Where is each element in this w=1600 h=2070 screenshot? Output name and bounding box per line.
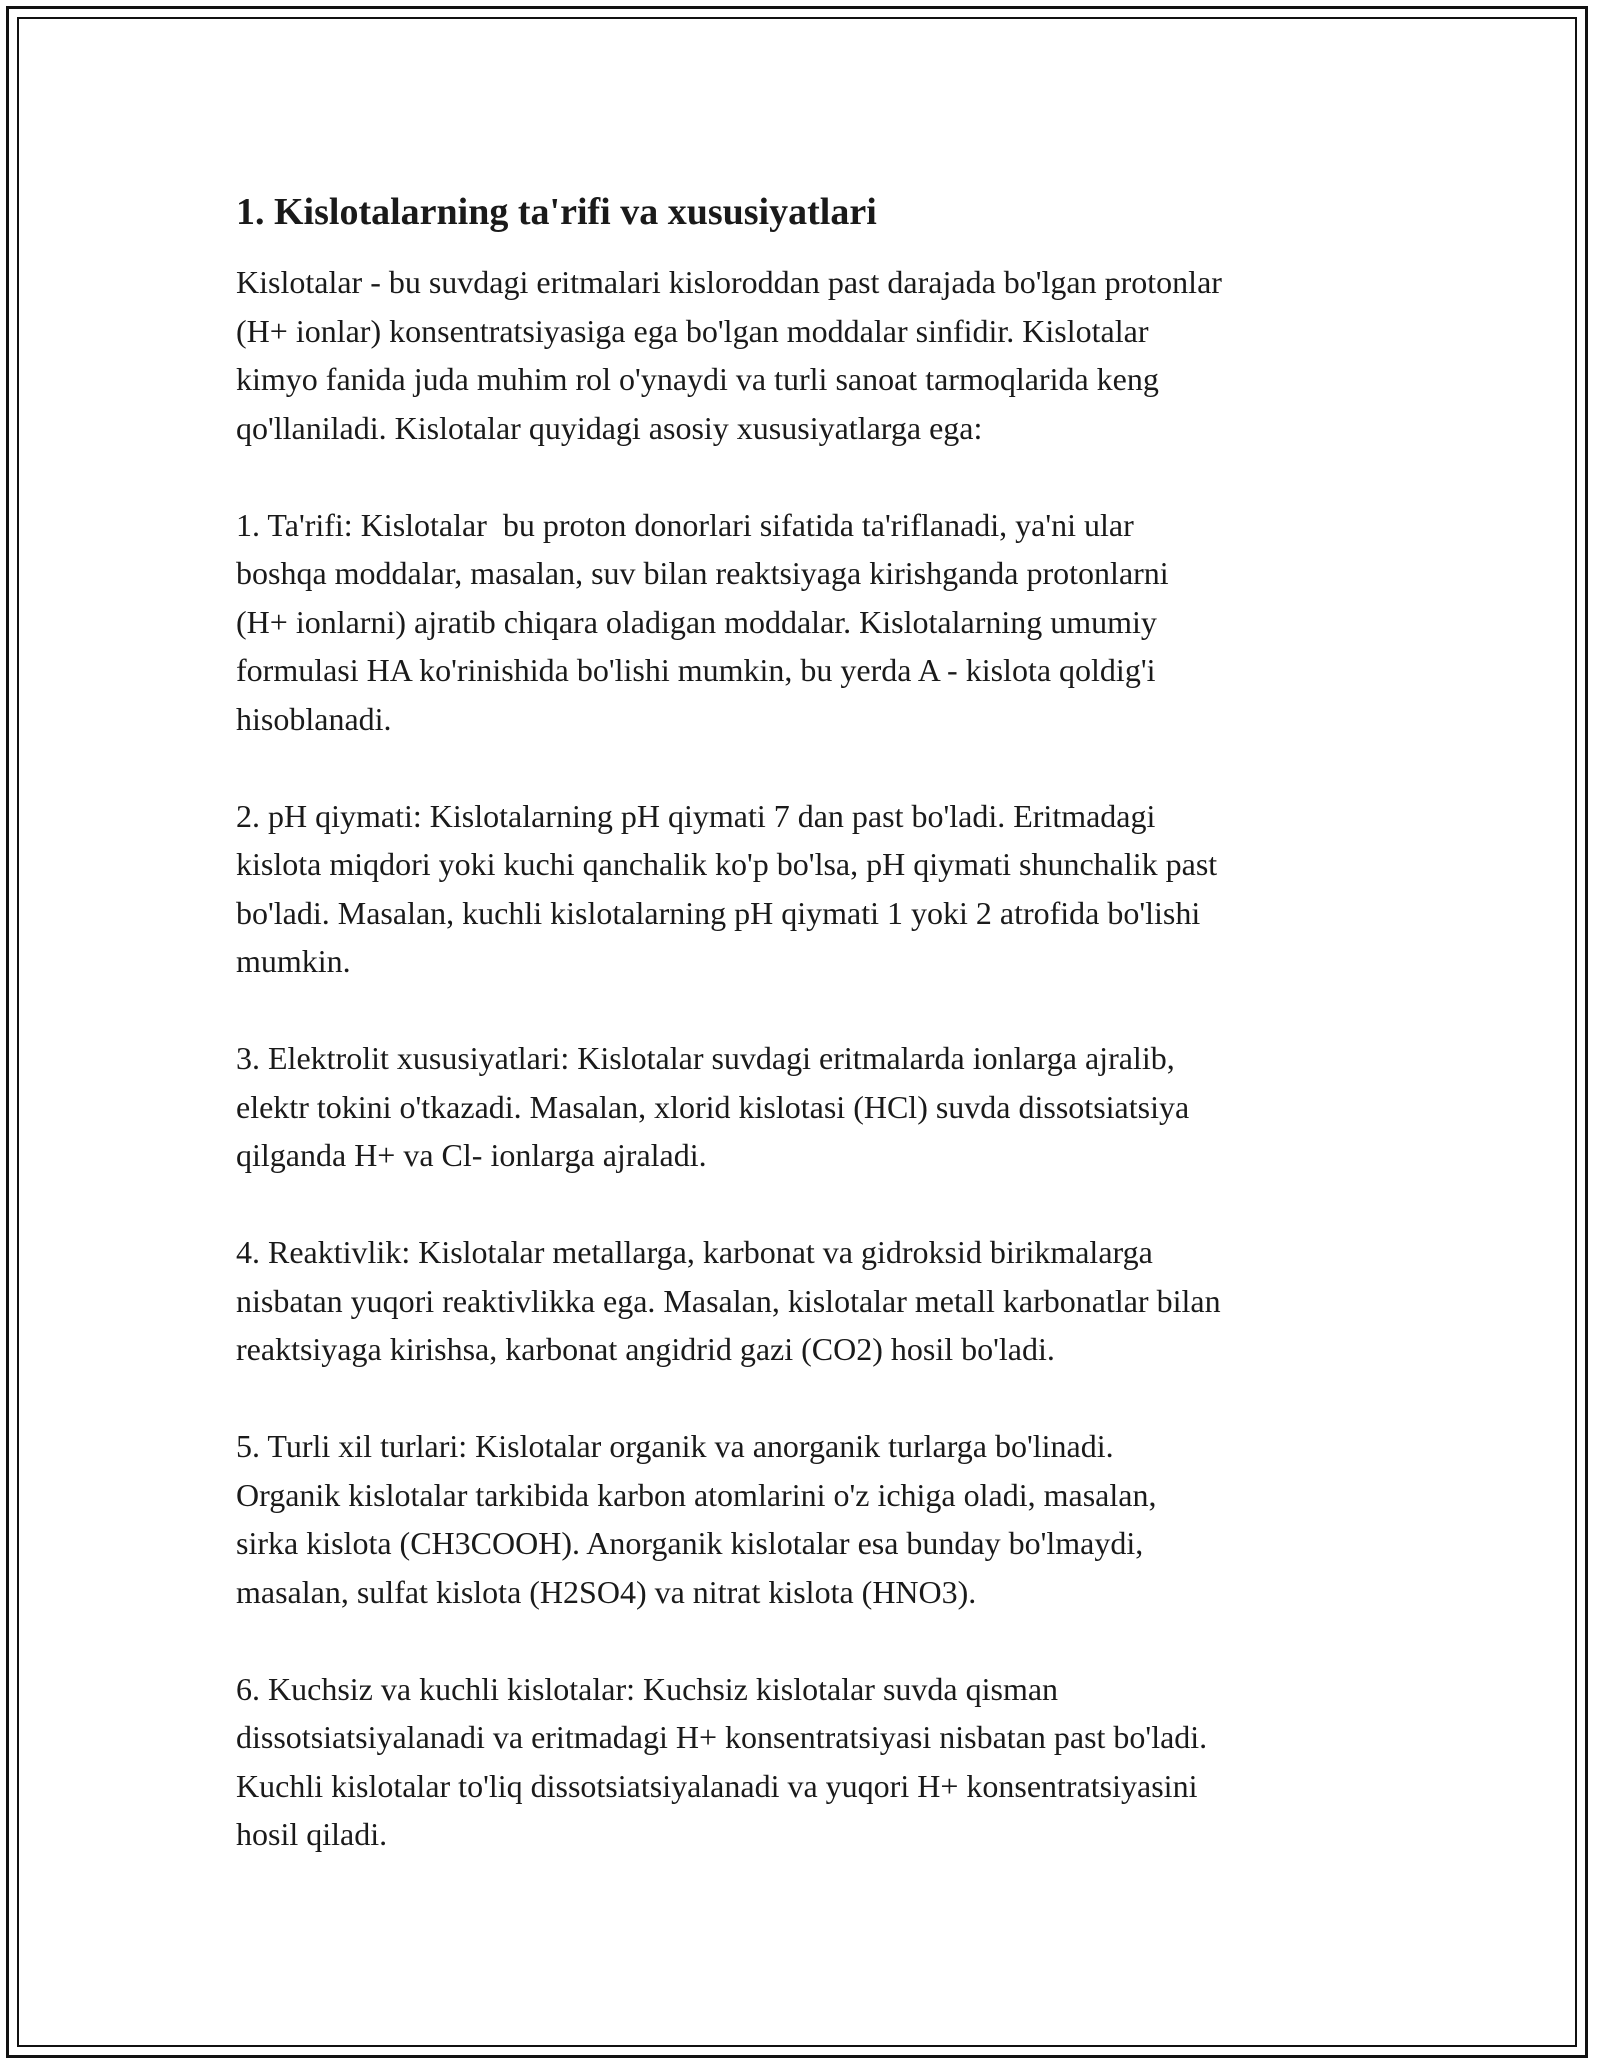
- paragraph-line: 4. Reaktivlik: Kislotalar metallarga, karbonat va gidroksid birikmalarga: [236, 1234, 1153, 1270]
- paragraph-line: hisoblanadi.: [236, 700, 392, 737]
- paragraph-reactivity: [236, 1228, 1386, 1374]
- paragraph-line: hosil qiladi.: [236, 1816, 388, 1852]
- paragraph-line: 1. Ta'rifi: Kislotalar bu proton donorlari sifatida ta'riflanadi, ya'ni ular: [236, 506, 1134, 543]
- paragraph-line: 2. pH qiymati: Kislotalarning pH qiymati 7 dan past bo'ladi. Eritmadagi: [236, 797, 1156, 834]
- paragraph-line: bo'ladi. Masalan, kuchli kislotalarning pH qiymati 1 yoki 2 atrofida bo'lishi: [236, 894, 1201, 931]
- paragraph-line: 5. Turli xil turlari: Kislotalar organik va anorganik turlarga bo'linadi.: [236, 1428, 1114, 1464]
- paragraph-line: 3. Elektrolit xususiyatlari: Kislotalar suvdagi eritmalarda ionlarga ajralib,: [236, 1040, 1175, 1076]
- document-body: [236, 188, 1386, 1859]
- paragraph-line: qilganda H+ va Cl- ionlarga ajraladi.: [236, 1137, 707, 1173]
- paragraph-line: Kuchli kislotalar to'liq dissotsiatsiyalanadi va yuqori H+ konsentratsiyasini: [236, 1767, 1198, 1804]
- paragraph-line: dissotsiatsiyalanadi va eritmadagi H+ konsentratsiyasi nisbatan past bo'ladi.: [236, 1719, 1208, 1755]
- paragraph-line: (H+ ionlarni) ajratib chiqara oladigan moddalar. Kislotalarning umumiy: [236, 603, 1157, 640]
- paragraph-line: Organik kislotalar tarkibida karbon atomlarini o'z ichiga oladi, masalan,: [236, 1476, 1157, 1513]
- paragraph-line: sirka kislota (CH3COOH). Anorganik kislotalar esa bunday bo'lmaydi,: [236, 1525, 1144, 1561]
- paragraph-line: formulasi HA ko'rinishida bo'lishi mumkin, bu yerda A - kislota qoldig'i: [236, 652, 1156, 688]
- paragraph-line: boshqa moddalar, masalan, suv bilan reaktsiyaga kirishganda protonlarni: [236, 555, 1169, 591]
- paragraph-line: nisbatan yuqori reaktivlikka ega. Masalan, kislotalar metall karbonatlar bilan: [236, 1282, 1221, 1319]
- paragraph-strength: [236, 1665, 1386, 1859]
- paragraph-intro: [236, 258, 1386, 452]
- paragraph-line: elektr tokini o'tkazadi. Masalan, xlorid kislotasi (HCl) suvda dissotsiatsiya: [236, 1088, 1190, 1125]
- paragraph-line: Kislotalar - bu suvdagi eritmalari kisloroddan past darajada bo'lgan protonlar: [236, 264, 1222, 300]
- paragraph-types: [236, 1422, 1386, 1616]
- paragraph-ph-value: [236, 792, 1386, 986]
- paragraph-definition: [236, 501, 1386, 744]
- paragraph-line: reaktsiyaga kirishsa, karbonat angidrid gazi (CO2) hosil bo'ladi.: [236, 1331, 1055, 1367]
- paragraph-line: kimyo fanida juda muhim rol o'ynaydi va turli sanoat tarmoqlarida keng: [236, 361, 1159, 397]
- paragraph-line: 6. Kuchsiz va kuchli kislotalar: Kuchsiz kislotalar suvda qisman: [236, 1670, 1059, 1707]
- paragraph-line: qo'llaniladi. Kislotalar quyidagi asosiy xususiyatlarga ega:: [236, 409, 983, 446]
- paragraph-line: kislota miqdori yoki kuchi qanchalik ko'p bo'lsa, pH qiymati shunchalik past: [236, 846, 1218, 882]
- paragraph-line: masalan, sulfat kislota (H2SO4) va nitrat kislota (HNO3).: [236, 1573, 977, 1610]
- paragraph-line: mumkin.: [236, 943, 351, 979]
- paragraph-line: (H+ ionlar) konsentratsiyasiga ega bo'lgan moddalar sinfidir. Kislotalar: [236, 312, 1149, 349]
- paragraph-electrolyte: [236, 1034, 1386, 1180]
- section-title: 1. Kislotalarning ta'rifi va xususiyatlari: [236, 191, 877, 233]
